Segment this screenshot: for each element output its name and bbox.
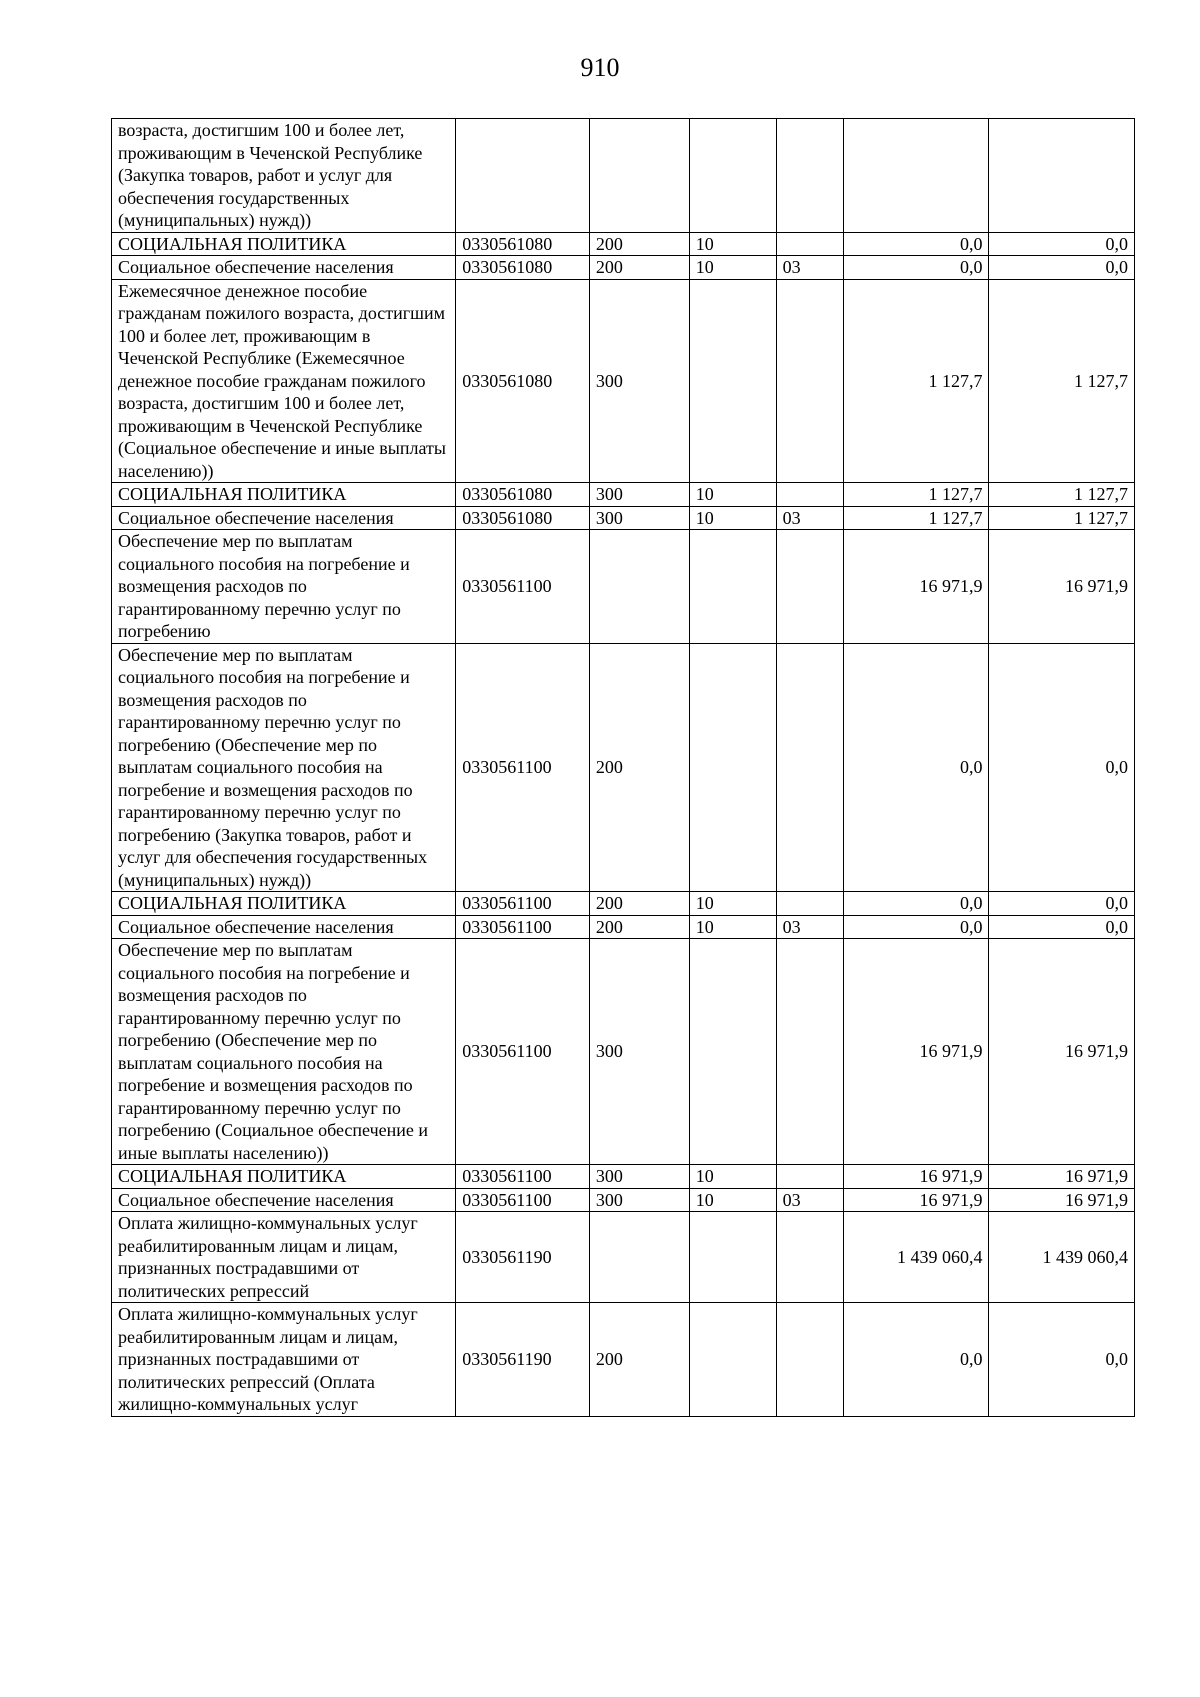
row-vr-cell: 200: [589, 232, 689, 256]
row-value-1-cell: [843, 119, 989, 233]
table-body: [112, 119, 1135, 1417]
row-csr-cell: [456, 119, 590, 233]
row-vr-cell: [589, 1212, 689, 1303]
row-value-2-cell: 16 971,9: [989, 1188, 1135, 1212]
row-name-cell: Социальное обеспечение населения: [112, 915, 456, 939]
row-name-cell: Обеспечение мер по выплатам социального пособия на погребение и возмещения расходов по гарантированному перечню услуг по погребению (Обеспечение мер по выплатам социального пособия на погребение и возмещения расходов по гарантированному перечню услуг по погребению (Закупка товаров, работ и услуг для обеспечения государственных (муниципальных) нужд)): [112, 643, 456, 892]
row-rz-cell: [689, 279, 776, 483]
row-csr-cell: 0330561100: [456, 643, 590, 892]
row-pr-cell: [776, 279, 843, 483]
row-rz-cell: [689, 939, 776, 1165]
row-csr-cell: 0330561080: [456, 256, 590, 280]
table-row: [112, 119, 1135, 233]
row-pr-cell: [776, 483, 843, 507]
row-value-2-cell: 16 971,9: [989, 939, 1135, 1165]
table-row: [112, 279, 1135, 483]
row-vr-cell: 300: [589, 483, 689, 507]
row-name-cell: Ежемесячное денежное пособие гражданам пожилого возраста, достигшим 100 и более лет, проживающим в Чеченской Республике (Ежемесячное денежное пособие гражданам пожилого возраста, достигшим 100 и более лет, проживающим в Чеченской Республике (Социальное обеспечение и иные выплаты населению)): [112, 279, 456, 483]
table-row: [112, 643, 1135, 892]
row-pr-cell: [776, 1212, 843, 1303]
row-name-cell: СОЦИАЛЬНАЯ ПОЛИТИКА: [112, 483, 456, 507]
budget-table: [111, 118, 1135, 1417]
row-rz-cell: [689, 1212, 776, 1303]
row-vr-cell: 200: [589, 915, 689, 939]
table-row: [112, 256, 1135, 280]
row-value-1-cell: 1 127,7: [843, 483, 989, 507]
row-vr-cell: 300: [589, 279, 689, 483]
row-rz-cell: 10: [689, 483, 776, 507]
row-name-cell: СОЦИАЛЬНАЯ ПОЛИТИКА: [112, 892, 456, 916]
row-vr-cell: 300: [589, 1165, 689, 1189]
row-vr-cell: 200: [589, 256, 689, 280]
row-csr-cell: 0330561190: [456, 1303, 590, 1417]
row-name-cell: Оплата жилищно-коммунальных услуг реабилитированным лицам и лицам, признанных пострадавшими от политических репрессий (Оплата жилищно-коммунальных услуг: [112, 1303, 456, 1417]
row-csr-cell: 0330561190: [456, 1212, 590, 1303]
row-value-1-cell: 1 127,7: [843, 279, 989, 483]
row-name-cell: СОЦИАЛЬНАЯ ПОЛИТИКА: [112, 232, 456, 256]
row-pr-cell: [776, 892, 843, 916]
row-value-1-cell: 16 971,9: [843, 939, 989, 1165]
row-name-cell: возраста, достигшим 100 и более лет, проживающим в Чеченской Республике (Закупка товаров, работ и услуг для обеспечения государственных (муниципальных) нужд)): [112, 119, 456, 233]
row-pr-cell: [776, 643, 843, 892]
row-value-1-cell: 0,0: [843, 915, 989, 939]
row-value-2-cell: 0,0: [989, 232, 1135, 256]
table-row: [112, 232, 1135, 256]
row-pr-cell: [776, 530, 843, 644]
row-csr-cell: 0330561080: [456, 232, 590, 256]
row-pr-cell: [776, 939, 843, 1165]
row-csr-cell: 0330561080: [456, 483, 590, 507]
row-csr-cell: 0330561080: [456, 506, 590, 530]
row-value-2-cell: 0,0: [989, 892, 1135, 916]
row-csr-cell: 0330561100: [456, 915, 590, 939]
table-row: [112, 1212, 1135, 1303]
row-vr-cell: 300: [589, 1188, 689, 1212]
row-value-2-cell: 1 127,7: [989, 506, 1135, 530]
row-value-1-cell: 0,0: [843, 1303, 989, 1417]
row-rz-cell: 10: [689, 892, 776, 916]
row-csr-cell: 0330561080: [456, 279, 590, 483]
row-value-2-cell: 0,0: [989, 643, 1135, 892]
row-value-1-cell: 16 971,9: [843, 530, 989, 644]
row-value-1-cell: 16 971,9: [843, 1188, 989, 1212]
row-value-2-cell: 16 971,9: [989, 1165, 1135, 1189]
row-pr-cell: 03: [776, 915, 843, 939]
row-csr-cell: 0330561100: [456, 892, 590, 916]
row-value-2-cell: 0,0: [989, 915, 1135, 939]
row-rz-cell: [689, 1303, 776, 1417]
row-value-1-cell: 0,0: [843, 256, 989, 280]
row-value-2-cell: [989, 119, 1135, 233]
page-number: 910: [580, 53, 620, 82]
row-pr-cell: [776, 232, 843, 256]
row-csr-cell: 0330561100: [456, 530, 590, 644]
row-value-2-cell: 1 127,7: [989, 279, 1135, 483]
row-name-cell: СОЦИАЛЬНАЯ ПОЛИТИКА: [112, 1165, 456, 1189]
row-csr-cell: 0330561100: [456, 1188, 590, 1212]
row-value-2-cell: 16 971,9: [989, 530, 1135, 644]
row-vr-cell: [589, 530, 689, 644]
row-rz-cell: 10: [689, 1188, 776, 1212]
row-value-1-cell: 1 439 060,4: [843, 1212, 989, 1303]
row-value-1-cell: 1 127,7: [843, 506, 989, 530]
row-name-cell: Обеспечение мер по выплатам социального пособия на погребение и возмещения расходов по гарантированному перечню услуг по погребению: [112, 530, 456, 644]
table-row: [112, 483, 1135, 507]
row-rz-cell: 10: [689, 1165, 776, 1189]
row-value-2-cell: 1 127,7: [989, 483, 1135, 507]
row-value-1-cell: 0,0: [843, 232, 989, 256]
row-pr-cell: [776, 1165, 843, 1189]
row-name-cell: Социальное обеспечение населения: [112, 256, 456, 280]
row-pr-cell: 03: [776, 256, 843, 280]
row-csr-cell: 0330561100: [456, 939, 590, 1165]
row-rz-cell: [689, 530, 776, 644]
row-vr-cell: 200: [589, 892, 689, 916]
row-rz-cell: 10: [689, 232, 776, 256]
row-rz-cell: 10: [689, 915, 776, 939]
row-value-1-cell: 0,0: [843, 892, 989, 916]
row-vr-cell: 300: [589, 506, 689, 530]
table-row: [112, 506, 1135, 530]
row-vr-cell: 300: [589, 939, 689, 1165]
row-name-cell: Социальное обеспечение населения: [112, 1188, 456, 1212]
table-row: [112, 530, 1135, 644]
row-name-cell: Обеспечение мер по выплатам социального пособия на погребение и возмещения расходов по гарантированному перечню услуг по погребению (Обеспечение мер по выплатам социального пособия на погребение и возмещения расходов по гарантированному перечню услуг по погребению (Социальное обеспечение и иные выплаты населению)): [112, 939, 456, 1165]
row-name-cell: Оплата жилищно-коммунальных услуг реабилитированным лицам и лицам, признанных пострадавшими от политических репрессий: [112, 1212, 456, 1303]
table-row: [112, 939, 1135, 1165]
row-vr-cell: [589, 119, 689, 233]
row-value-2-cell: 0,0: [989, 256, 1135, 280]
row-pr-cell: [776, 1303, 843, 1417]
row-value-2-cell: 0,0: [989, 1303, 1135, 1417]
row-pr-cell: 03: [776, 1188, 843, 1212]
row-name-cell: Социальное обеспечение населения: [112, 506, 456, 530]
row-value-1-cell: 0,0: [843, 643, 989, 892]
row-vr-cell: 200: [589, 643, 689, 892]
row-csr-cell: 0330561100: [456, 1165, 590, 1189]
table-row: [112, 1165, 1135, 1189]
table-row: [112, 915, 1135, 939]
row-rz-cell: 10: [689, 256, 776, 280]
row-pr-cell: [776, 119, 843, 233]
row-vr-cell: 200: [589, 1303, 689, 1417]
table-row: [112, 1188, 1135, 1212]
row-pr-cell: 03: [776, 506, 843, 530]
table-row: [112, 892, 1135, 916]
row-rz-cell: [689, 643, 776, 892]
row-value-2-cell: 1 439 060,4: [989, 1212, 1135, 1303]
row-rz-cell: 10: [689, 506, 776, 530]
table-row: [112, 1303, 1135, 1417]
row-value-1-cell: 16 971,9: [843, 1165, 989, 1189]
row-rz-cell: [689, 119, 776, 233]
